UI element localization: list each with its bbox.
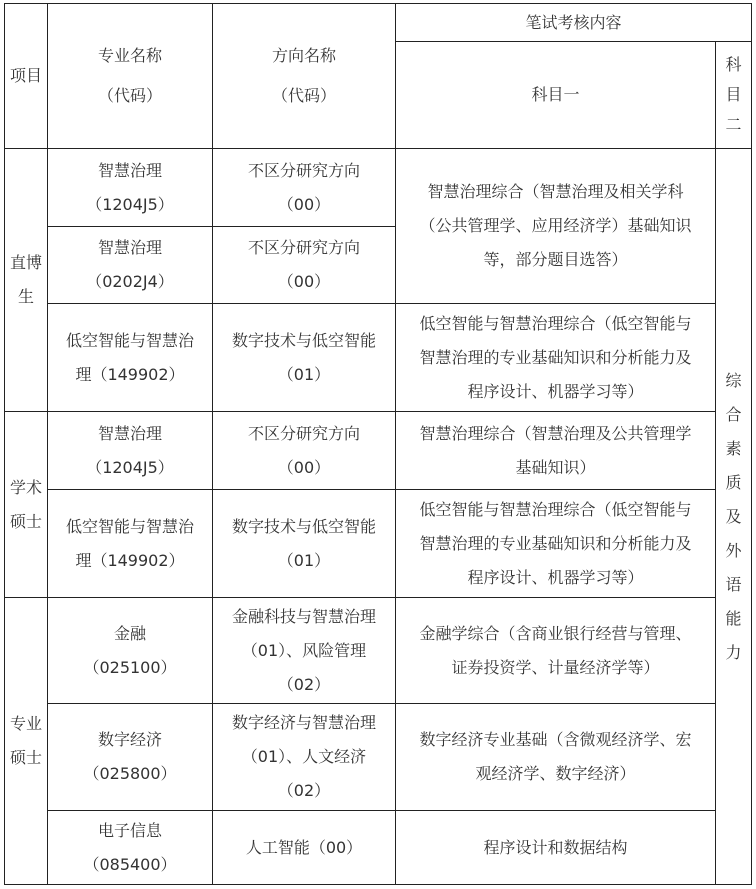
header-subject2: 科 目 二 bbox=[725, 55, 742, 134]
header-exam: 笔试考核内容 bbox=[525, 12, 622, 32]
row8-major: 电子信息 （085400） bbox=[83, 820, 177, 874]
header-project: 项目 bbox=[9, 66, 42, 85]
row4-subject1: 智慧治理综合（智慧治理及公共管理学 基础知识） bbox=[419, 423, 692, 477]
row2-direction: 不区分研究方向 （00） bbox=[247, 238, 360, 291]
row1-direction: 不区分研究方向 （00） bbox=[247, 160, 360, 214]
row8-direction: 人工智能（00） bbox=[245, 837, 363, 857]
row6-direction: 金融科技与智慧治理 （01）、风险管理 （02） bbox=[231, 606, 376, 694]
row8-subject1: 程序设计和数据结构 bbox=[483, 837, 628, 857]
subject2-merged: 综 合 素 质 及 外 语 能 力 bbox=[725, 370, 742, 662]
row2-major: 智慧治理 （0202J4） bbox=[86, 238, 174, 291]
row5-major: 低空智能与智慧治 理（149902） bbox=[65, 516, 194, 570]
row6-subject1: 金融学综合（含商业银行经营与管理、 证券投资学、计量经济学等） bbox=[419, 623, 692, 677]
border-bottom bbox=[4, 884, 752, 885]
row7-direction: 数字经济与智慧治理 （01）、人文经济 （02） bbox=[231, 713, 376, 800]
header-major: 专业名称 （代码） bbox=[97, 46, 162, 105]
row4-major: 智慧治理 （1204J5） bbox=[86, 423, 174, 477]
border-right bbox=[751, 3, 752, 885]
row1-major: 智慧治理 （1204J5） bbox=[86, 160, 174, 214]
row3-direction: 数字技术与低空智能 （01） bbox=[231, 330, 376, 384]
row5-subject1: 低空智能与智慧治理综合（低空智能与 智慧治理的专业基础知识和分析能力及 程序设计、机器学习等） bbox=[419, 499, 692, 587]
row5-direction: 数字技术与低空智能 （01） bbox=[231, 516, 376, 570]
row3-major: 低空智能与智慧治 理（149902） bbox=[65, 330, 194, 384]
header-direction: 方向名称 （代码） bbox=[271, 46, 336, 105]
header-subject1: 科目一 bbox=[531, 85, 580, 104]
row6-major: 金融 （025100） bbox=[83, 623, 177, 677]
row7-subject1: 数字经济专业基础（含微观经济学、宏 观经济学、数字经济） bbox=[419, 730, 692, 783]
group-academic-master: 学术 硕士 bbox=[9, 477, 42, 531]
row3-subject1: 低空智能与智慧治理综合（低空智能与 智慧治理的专业基础知识和分析能力及 程序设计、机器学习等） bbox=[419, 313, 692, 401]
row7-major: 数字经济 （025800） bbox=[83, 730, 177, 783]
row4-direction: 不区分研究方向 （00） bbox=[247, 423, 360, 477]
group-direct-phd: 直博 生 bbox=[9, 253, 42, 306]
group-professional-master: 专业 硕士 bbox=[9, 714, 42, 767]
subject1-merged: 智慧治理综合（智慧治理及相关学科 （公共管理学、应用经济学）基础知识 等，部分题目选答） bbox=[419, 182, 692, 269]
